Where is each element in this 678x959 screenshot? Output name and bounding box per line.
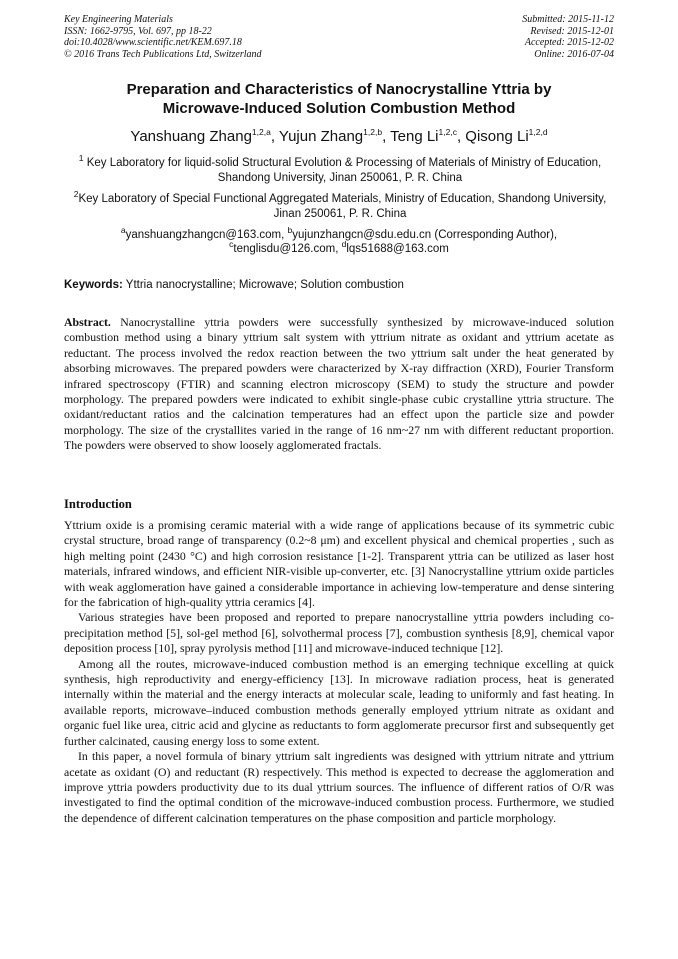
affiliation-mark: 1 xyxy=(78,153,84,164)
online-date: Online: 2016-07-04 xyxy=(534,48,614,60)
issn-line: ISSN: 1662-9795, Vol. 697, pp 18-22 xyxy=(64,25,212,37)
abstract-text: Nanocrystalline yttria powders were successfully synthesized by microwave-induced solution combustion method using a binary yttrium salt system with yttrium nitrate as oxidant and yttrium acetate as reductant. The process involved the redox reaction between the two yttrium salt under the heat generated by absorbing microwaves. The prepared powders were characterized by X-ray diffraction (XRD), Fourier Transform infrared spectroscopy (FTIR) and scanning electron microscopy (SEM) to study the structure and powder morphology. The prepared powders were indicated to exhibit single-phase cubic crystalline yttria structure. The oxidant/reductant ratios and the calcination temperatures had an effect upon the particle size and powder morphology. The size of the crystallites varied in the range of 16 nm~27 nm with different reductant proportion. The powders were observed to show loosely agglomerated fractals. xyxy=(64,315,614,453)
copyright-line: © 2016 Trans Tech Publications Ltd, Switzerland xyxy=(64,48,262,60)
abstract xyxy=(64,315,614,454)
author-name: Teng Li xyxy=(390,128,439,145)
paper-title xyxy=(64,80,614,118)
keywords-text: Yttria nanocrystalline; Microwave; Solution combustion xyxy=(125,279,404,291)
email-a[interactable]: yanshuangzhangcn@163.com, xyxy=(125,229,285,241)
journal-name: Key Engineering Materials xyxy=(64,14,173,25)
introduction-body xyxy=(64,518,614,826)
journal-header-right xyxy=(522,14,614,60)
email-d[interactable]: lqs51688@163.com xyxy=(346,243,449,255)
email-mark: a xyxy=(120,225,126,236)
intro-paragraph: In this paper, a novel formula of binary yttrium salt ingredients was designed with yttrium nitrate and yttrium acetate as oxidant (O) and reductant (R) respectively. This method is expected to decrease the agglomeration and improve yttria powders productivity due to its dual yttrium sources. The influence of different ratios of O/R was investigated to find the optimal condition of the microwave-induced combustion process. Furthermore, we studied the dependence of different calcination temperatures on the phase composition and particle morphology. xyxy=(64,749,614,825)
email-mark: b xyxy=(287,225,293,236)
email-line-2 xyxy=(64,239,614,256)
journal-header-left xyxy=(64,14,262,60)
affiliation-2 xyxy=(70,189,610,222)
affiliation-1 xyxy=(70,153,610,186)
keywords-label: Keywords: xyxy=(64,279,123,291)
abstract-label: Abstract. xyxy=(64,315,111,329)
author-affiliation-mark: 1,2,d xyxy=(528,127,548,137)
email-line-1 xyxy=(64,225,614,242)
intro-paragraph: Various strategies have been proposed and reported to prepare nanocrystalline yttria powders including co-precipitation method [5], sol-gel method [6], solvothermal process [7], combustion synthesis [8,9], chemical vapor deposition process [10], spray pyrolysis method [11] and microwave-induced technique [12]. xyxy=(64,610,614,656)
affiliation-mark: 2 xyxy=(73,189,79,200)
author-name: Qisong Li xyxy=(465,128,529,145)
accepted-date: Accepted: 2015-12-02 xyxy=(524,37,614,49)
title-line-1: Preparation and Characteristics of Nanocrystalline Yttria by xyxy=(126,81,552,98)
author-affiliation-mark: 1,2,b xyxy=(363,127,383,137)
author-list: Yanshuang Zhang$^{1,2,a}$, Yujun Zhang$^{1,2,b}$, Teng Li$^{1,2,c}$, Qisong Li$^{1,2,d}$ xyxy=(130,127,548,145)
intro-paragraph: Yttrium oxide is a promising ceramic material with a wide range of applications because of its symmetric cubic crystal structure, broad range of transparency (0.2~8 μm) and excellent physical and chemical properties , such as high melting point (2430 °C) and high corrosion resistance [1-2]. Transparent yttria can be utilized as laser host materials, infrared windows, and efficient NIR-visible up-converter, etc. [3] Nanocrystalline yttrium oxide particles with weak agglomeration have gained a considerable importance in achieving low-temperature and dense sintering for the fabrication of high-quality yttria ceramics [4]. xyxy=(64,518,614,610)
submitted-date: Submitted: 2015-11-12 xyxy=(522,14,614,25)
affiliation-text: Key Laboratory for liquid-solid Structural Evolution & Processing of Materials of Ministry of Education, Shandong University, Jinan 250061, P. R. China xyxy=(86,157,602,184)
author-affiliation-mark: 1,2,a xyxy=(251,127,271,137)
email-mark: c xyxy=(229,239,234,250)
section-heading-introduction: Introduction xyxy=(64,497,132,511)
author-name: Yujun Zhang xyxy=(278,128,364,145)
author-name: Yanshuang Zhang xyxy=(130,128,252,145)
email-mark: d xyxy=(341,239,347,250)
author-affiliation-mark: 1,2,c xyxy=(438,127,457,137)
title-line-2: Microwave-Induced Solution Combustion Method xyxy=(162,100,516,117)
intro-paragraph: Among all the routes, microwave-induced combustion method is an emerging technique excelling at quick synthesis, high reproductivity and energy-efficiency [13]. In microwave radiation process, heat is generated internally within the material and the energy interacts at molecular scale, leading to uniformly and fast heating. In available reports, microwave–induced combustion methods generally employed yttrium nitrate as oxidant and organic fuel like urea, citric acid and glycine as reductants to form agglomerate precursor first and subsequently get further calcinated, causing energy loss to some extent. xyxy=(64,656,614,748)
author-emails xyxy=(64,225,614,256)
affiliation-text: Key Laboratory of Special Functional Aggregated Materials, Ministry of Education, Shandong University, Jinan 250061, P. R. China xyxy=(78,193,607,220)
email-b[interactable]: yujunzhangcn@sdu.edu.cn (Corresponding Author), xyxy=(292,229,558,241)
doi-line[interactable]: doi:10.4028/www.scientific.net/KEM.697.18 xyxy=(64,37,242,49)
email-c[interactable]: tenglisdu@126.com, xyxy=(233,243,339,255)
keywords xyxy=(64,279,404,291)
revised-date: Revised: 2015-12-01 xyxy=(530,25,614,37)
